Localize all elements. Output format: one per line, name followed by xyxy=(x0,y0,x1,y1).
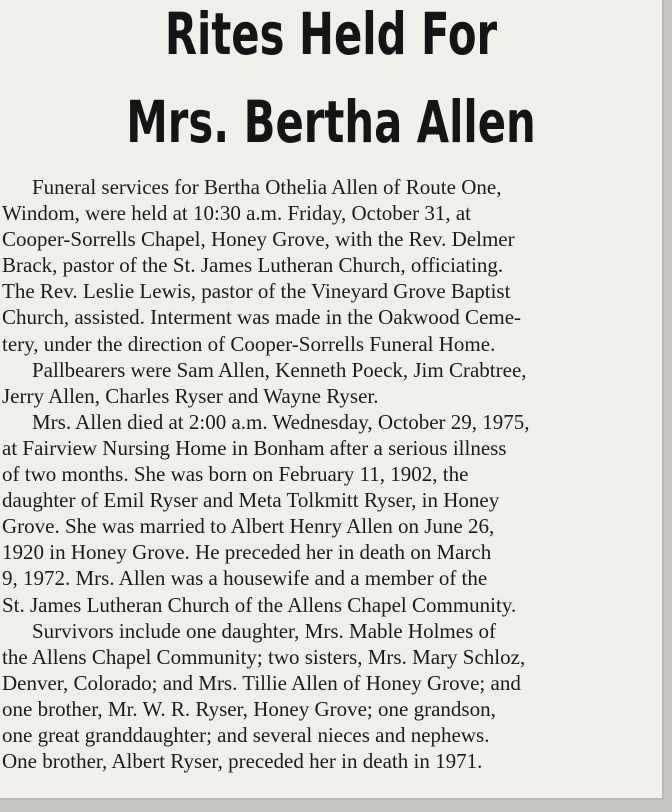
paragraph-survivors-line-1: Survivors include one daughter, Mrs. Mable Holmes of xyxy=(32,618,496,643)
headline-line-2: Mrs. Bertha Allen xyxy=(126,88,536,156)
paragraph-death-line-5: Grove. She was married to Albert Henry Allen on June 26, xyxy=(2,514,495,539)
paragraph-funeral-line-1: Funeral services for Bertha Othelia Allen of Route One, xyxy=(32,175,502,199)
paragraph-funeral-line-3: Cooper-Sorrells Chapel, Honey Grove, with the Rev. Delmer xyxy=(2,227,515,252)
paragraph-survivors-line-5: one great granddaughter; and several nieces and nephews. xyxy=(2,722,490,747)
paragraph-survivors-line-3: Denver, Colorado; and Mrs. Tillie Allen of Honey Grove; and xyxy=(2,670,521,695)
paragraph-funeral-line-4: Brack, pastor of the St. James Lutheran Church, officiating. xyxy=(2,253,504,278)
paragraph-death-line-3: of two months. She was born on February 11, 1902, the xyxy=(2,462,469,487)
paragraph-survivors-line-2: the Allens Chapel Community; two sisters, Mrs. Mary Schloz, xyxy=(2,644,526,669)
paragraph-death-line-2: at Fairview Nursing Home in Bonham after a serious illness xyxy=(2,435,507,460)
paragraph-funeral-line-7: tery, under the direction of Cooper-Sorrells Funeral Home. xyxy=(2,331,496,356)
paragraph-death-line-4: daughter of Emil Ryser and Meta Tolkmitt Ryser, in Honey xyxy=(2,488,500,513)
paragraph-death-line-1: Mrs. Allen died at 2:00 a.m. Wednesday, October 29, 1975, xyxy=(32,409,530,434)
paragraph-survivors-line-6: One brother, Albert Ryser, preceded her in death in 1971. xyxy=(2,749,483,774)
paragraph-funeral-line-2: Windom, were held at 10:30 a.m. Friday, October 31, at xyxy=(2,201,472,226)
headline-line-1: Rites Held For xyxy=(164,0,498,68)
article-body xyxy=(0,174,664,774)
paragraph-pallbearers-line-2: Jerry Allen, Charles Ryser and Wayne Ryser. xyxy=(2,383,379,408)
paragraph-pallbearers-line-1: Pallbearers were Sam Allen, Kenneth Poeck, Jim Crabtree, xyxy=(32,357,527,382)
paragraph-death-line-7: 9, 1972. Mrs. Allen was a housewife and a member of the xyxy=(2,566,488,591)
paragraph-death-line-6: 1920 in Honey Grove. He preceded her in death on March xyxy=(2,540,492,565)
paragraph-survivors-line-4: one brother, Mr. W. R. Ryser, Honey Grove; one grandson, xyxy=(2,696,496,721)
paragraph-death-line-8: St. James Lutheran Church of the Allens Chapel Community. xyxy=(2,592,517,617)
paragraph-funeral-line-5: The Rev. Leslie Lewis, pastor of the Vineyard Grove Baptist xyxy=(2,279,511,304)
paragraph-funeral-line-6: Church, assisted. Interment was made in the Oakwood Ceme- xyxy=(2,305,522,330)
